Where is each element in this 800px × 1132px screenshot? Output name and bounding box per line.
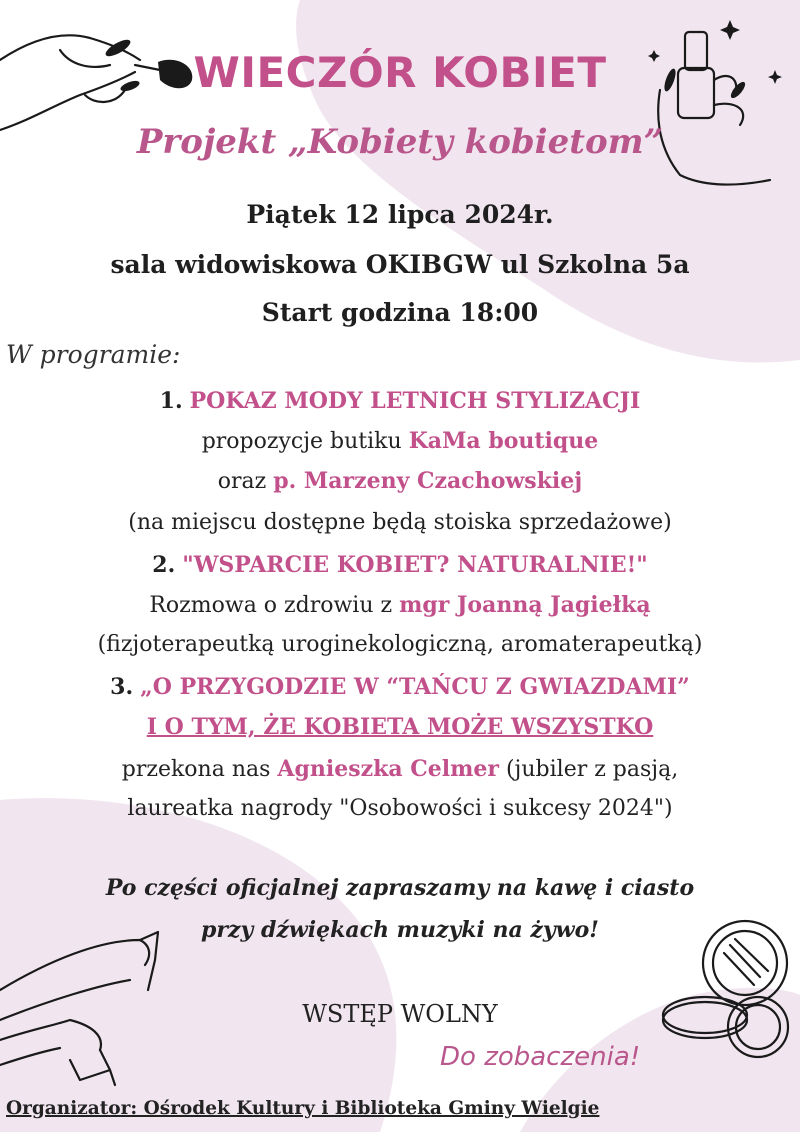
program-item-3-line4: laureatka nagrody "Osobowości i sukcesy 2024") xyxy=(127,796,673,821)
program-item-3-line3 xyxy=(0,756,800,782)
closing-line-1: Po części oficjalnej zapraszamy na kawę i ciasto xyxy=(105,875,695,901)
project-subtitle: Projekt „Kobiety kobietom” xyxy=(136,122,664,162)
entry-info: WSTĘP WOLNY xyxy=(302,1000,498,1028)
program-item-1-line2 xyxy=(0,428,800,454)
program-item-3-title xyxy=(0,674,800,700)
boutique-name: KaMa boutique xyxy=(408,428,599,454)
event-start-time: Start godzina 18:00 xyxy=(261,298,539,327)
program-item-2-line3: (fizjoterapeutką uroginekologiczną, aromaterapeutką) xyxy=(97,632,703,657)
program-item-3-line3-suffix: (jubiler z pasją, xyxy=(505,757,679,782)
event-title: WIECZÓR KOBIET xyxy=(193,48,607,97)
program-item-3-title-line2 xyxy=(0,714,800,740)
program-item-1-line4: (na miejscu dostępne będą stoiska sprzedażowe) xyxy=(128,510,672,535)
program-item-3-number: 3. xyxy=(110,674,134,700)
program-item-2-number: 2. xyxy=(152,552,176,578)
program-item-3-line3-text: przekona nas xyxy=(121,757,271,782)
program-item-3-heading-line2: I O TYM, ŻE KOBIETA MOŻE WSZYSTKO xyxy=(146,714,654,740)
program-item-2-title xyxy=(0,552,800,578)
program-item-1-line3-text: oraz xyxy=(217,469,267,494)
hand-with-nail-polish-icon xyxy=(640,10,800,190)
program-label: W programie: xyxy=(6,340,181,369)
closing-line-2: przy dźwiękach muzyki na żywo! xyxy=(201,917,599,943)
designer-name: p. Marzeny Czachowskiej xyxy=(273,468,583,494)
program-item-2-line2-text: Rozmowa o zdrowiu z xyxy=(149,593,393,618)
program-item-1-line2-text: propozycje butiku xyxy=(201,429,402,454)
program-item-3-heading: „O PRZYGODZIE W “TAŃCU Z GWIAZDAMI” xyxy=(140,674,690,700)
program-item-2-line2 xyxy=(0,592,800,618)
program-item-1-title xyxy=(0,388,800,414)
program-item-1-line3 xyxy=(0,468,800,494)
event-date: Piątek 12 lipca 2024r. xyxy=(246,200,554,229)
program-item-1-heading: POKAZ MODY LETNICH STYLIZACJI xyxy=(189,388,641,414)
program-item-1-number: 1. xyxy=(159,388,183,414)
organizer-info: Organizator: Ośrodek Kultury i Biblioteka Gminy Wielgie xyxy=(6,1098,600,1119)
event-venue: sala widowiskowa OKIBGW ul Szkolna 5a xyxy=(110,250,690,279)
speaker-name: mgr Joanną Jagiełką xyxy=(399,592,651,618)
farewell-text: Do zobaczenia! xyxy=(440,1042,641,1072)
guest-name: Agnieszka Celmer xyxy=(277,756,499,782)
program-item-2-heading: "WSPARCIE KOBIET? NATURALNIE!" xyxy=(182,552,648,578)
